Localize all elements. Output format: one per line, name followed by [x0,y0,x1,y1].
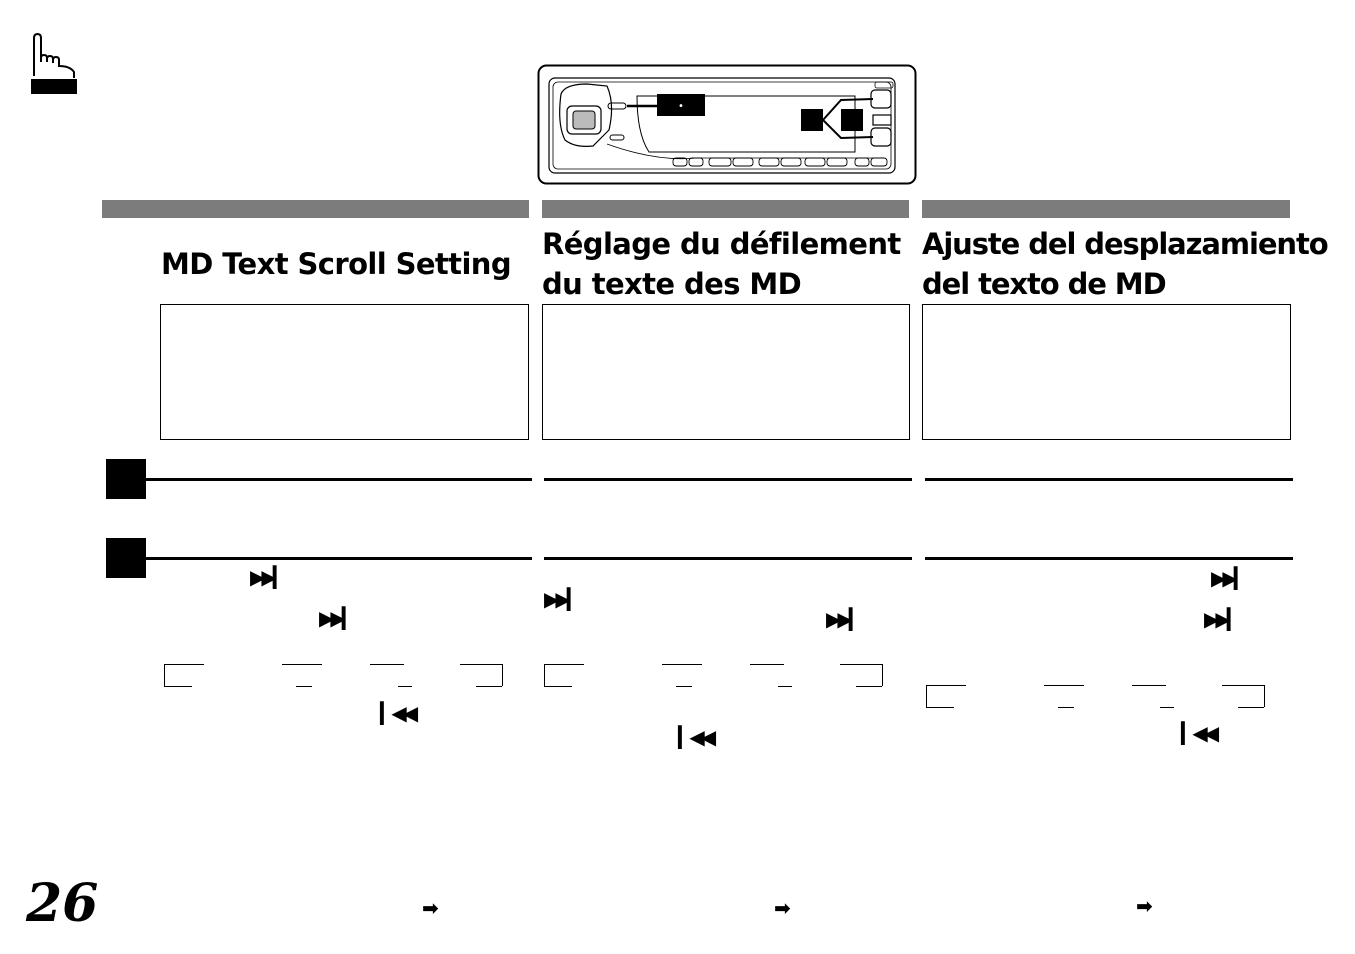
title-en: MD Text Scroll Setting [161,247,511,281]
step-2-rule-fr [544,557,912,560]
next-track-icon: ▶▶▎ [1204,607,1239,631]
section-bar-fr [542,200,909,218]
prev-track-icon: ▎◀◀ [380,701,415,725]
prev-track-icon: ▎◀◀ [678,725,713,749]
next-track-icon: ▶▶▎ [319,606,354,630]
step-2-marker [106,538,146,578]
page-number: 26 [26,873,99,934]
intro-box-en [160,304,529,440]
intro-box-es [922,304,1291,440]
car-stereo-faceplate-icon [537,64,917,186]
step-1-marker [106,459,146,499]
step-2-rule-es [925,557,1293,560]
intro-box-fr [542,304,910,440]
step-1-rule-fr [544,478,912,481]
prev-track-icon: ▎◀◀ [1181,721,1216,745]
section-bar-es [922,200,1290,218]
next-track-icon: ▶▶▎ [826,607,861,631]
step-1-rule-en [146,478,532,481]
continue-arrow-icon: ➡ [422,896,439,920]
svg-text:•: • [678,101,684,112]
next-track-icon: ▶▶▎ [1211,566,1246,590]
step-1-rule-es [925,478,1293,481]
pointing-hand-icon [30,32,78,96]
step-2-rule-en [146,557,532,560]
title-es: Ajuste del desplazamiento del texto de MD [922,227,1328,301]
section-bar-en [102,200,529,218]
continue-arrow-icon: ➡ [1136,894,1153,918]
next-track-icon: ▶▶▎ [544,587,579,611]
title-fr: Réglage du défilement du texte des MD [542,227,901,301]
next-track-icon: ▶▶▎ [250,565,285,589]
continue-arrow-icon: ➡ [774,896,791,920]
